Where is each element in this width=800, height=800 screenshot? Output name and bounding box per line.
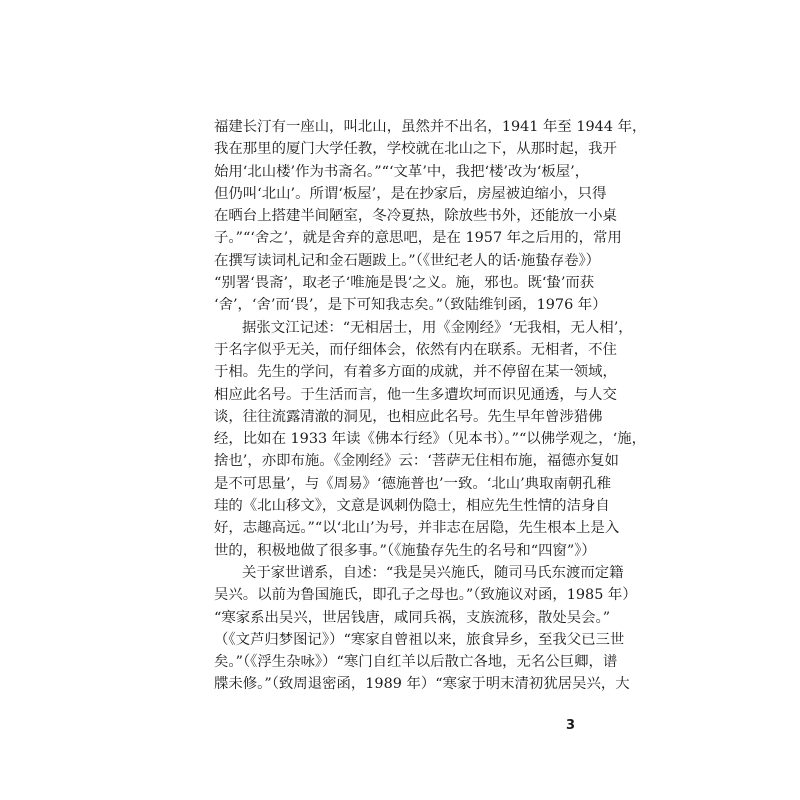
text-line: 珪的《北山移文》，文意是讽刺伪隐士，相应先生性情的洁身自 <box>214 498 610 515</box>
text-line: 是不可思量’，与《周易》‘德施普也’一致。‘北山’典取南朝孔稚 <box>214 475 612 492</box>
text-line: 在撰写读词札记和金石题跋上。”（《世纪老人的话·施蛰存卷》） <box>214 252 601 269</box>
text-line: 好，志趣高远。”“以‘北山’为号，并非志在居隐，先生根本上是入 <box>214 520 620 537</box>
text-line: 捨也’，亦即布施。《金刚经》云：‘菩萨无住相布施，福德亦复如 <box>214 453 619 470</box>
text-line: 在晒台上搭建半间陋室，冬冷夏热，除放些书外，还能放一小桌 <box>214 208 617 225</box>
text-line: 子。”“‘舍之’，就是舍弃的意思吧，是在 1957 年之后用的，常用 <box>214 230 622 247</box>
text-line: 矣。”（《浮生杂咏》）“寒门自红羊以后散亡各地，无名公巨卿，谱 <box>214 654 618 671</box>
text-line: 据张文江记述：“无相居士，用《金刚经》‘无我相，无人相’， <box>242 319 633 336</box>
text-line: 关于家世谱系，自述：“我是吴兴施氏，随司马氏东渡而定籍 <box>242 564 624 581</box>
text-line: “寒家系出吴兴，世居钱唐，咸同兵祸，支族流移，散处吴会。” <box>214 609 611 626</box>
paragraph <box>214 116 647 317</box>
text-line: “别署‘畏斋’，取老子‘唯施是畏’之义。施，邪也。既‘蛰’而获 <box>214 275 595 292</box>
paragraph <box>214 317 647 562</box>
text-line: 吴兴。以前为鲁国施氏，即孔子之母也。”（致施议对函，1985 年） <box>214 587 637 604</box>
text-line: 牒未修。”（致周退密函，1989 年）“寒家于明末清初犹居吴兴，大 <box>214 676 630 693</box>
text-line: 但仍叫‘北山’。所谓‘板屋’，是在抄家后，房屋被迫缩小，只得 <box>214 185 607 202</box>
text-line: ‘舍’，‘舍’而‘畏’，是下可知我志矣。”（致陆维钊函，1976 年） <box>214 297 607 314</box>
text-line: 于名字似乎无关，而仔细体会，依然有内在联系。无相者，不住 <box>214 341 617 358</box>
text-line: 世的，积极地做了很多事。”（《施蛰存先生的名号和“四窗”》） <box>214 542 596 559</box>
text-line: 于相。先生的学问，有着多方面的成就，并不停留在某一领域， <box>214 364 617 381</box>
text-line: 经，比如在 1933 年读《佛本行经》（见本书）。”“以佛学观之，‘施， <box>214 431 647 448</box>
text-line: 始用‘北山楼’作为书斋名。”“‘文革’中，我把‘楼’改为‘板屋’， <box>214 163 590 180</box>
text-line: （《文芦归梦图记》）“寒家自曾祖以来，旅食异乡，至我父已三世 <box>214 631 625 648</box>
page-number: 3 <box>566 718 576 733</box>
body-text <box>214 116 647 696</box>
text-line: 相应此名号。于生活而言，他一生多遭坎坷而识见通透，与人交 <box>214 386 617 403</box>
text-line: 福建长汀有一座山，叫北山，虽然并不出名，1941 年至 1944 年， <box>214 119 647 135</box>
paragraph <box>214 562 637 696</box>
text-line: 谈，往往流露清澈的洞见，也相应此名号。先生早年曾涉猎佛 <box>214 408 603 425</box>
text-line: 我在那里的厦门大学任教，学校就在北山之下，从那时起，我开 <box>214 141 617 158</box>
